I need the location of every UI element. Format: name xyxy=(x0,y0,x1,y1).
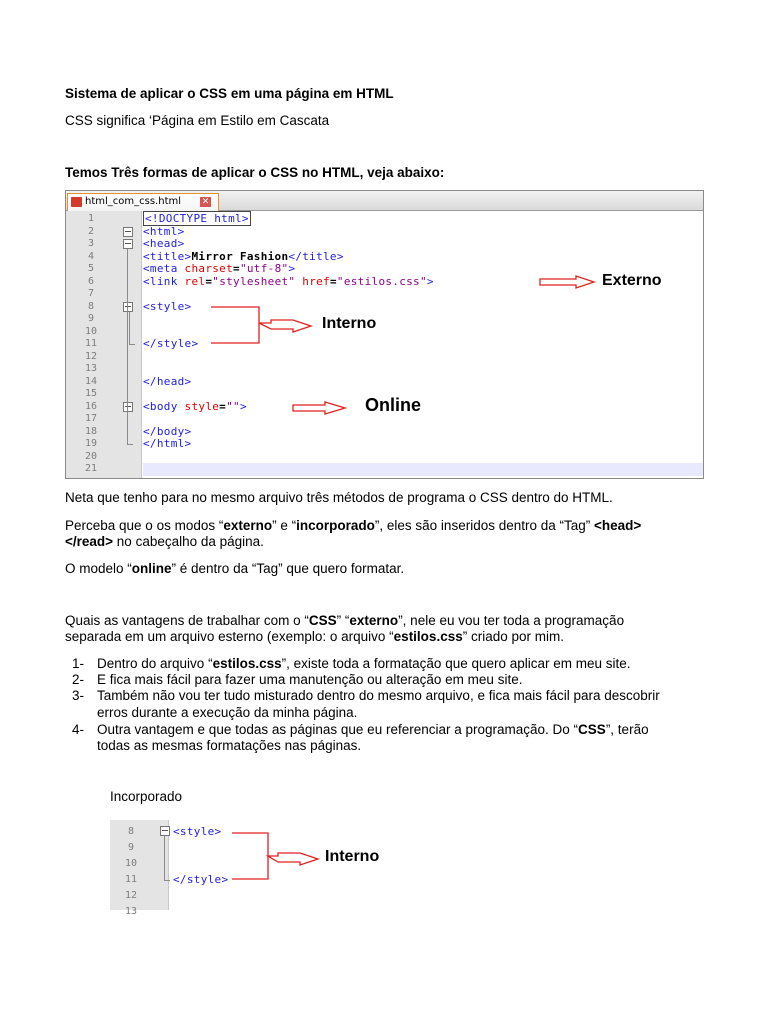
editor-tab xyxy=(67,193,219,211)
line-number: 16 xyxy=(84,400,98,412)
text-run: online xyxy=(131,561,172,576)
text-run: separada em um arquivo esterno (exemplo: o arquivo “ xyxy=(65,629,394,644)
code-line-14 xyxy=(143,376,191,389)
text-run: </read> xyxy=(65,534,114,549)
fold-icon xyxy=(123,227,133,237)
code-token: charset xyxy=(184,262,234,275)
text-run: ” e “ xyxy=(272,518,297,533)
code-line-8 xyxy=(143,301,191,314)
text-run: ”, terão xyxy=(605,722,649,737)
list-number: 1- xyxy=(72,656,85,671)
label-externo: Externo xyxy=(602,272,662,289)
list-number: 4- xyxy=(72,722,85,737)
line-number: 11 xyxy=(124,874,138,885)
code-token: href xyxy=(295,274,330,288)
code-token: "utf-8" xyxy=(239,262,289,275)
code-token: <body xyxy=(143,399,185,413)
line-number: 13 xyxy=(84,363,98,374)
paragraph-online xyxy=(65,561,404,578)
bracket-arrow-icon xyxy=(232,832,327,882)
line-number: 3 xyxy=(87,238,95,249)
code-token: Mirror Fashion xyxy=(191,249,289,263)
code-token: <meta xyxy=(143,262,185,275)
fold-end xyxy=(164,880,170,881)
line-number: 5 xyxy=(87,263,95,274)
text-run: Quais as vantagens de trabalhar com o “ xyxy=(65,613,309,628)
document-title: Sistema de aplicar o CSS em uma página em HTML xyxy=(65,86,394,101)
code-line-16 xyxy=(143,401,247,414)
line-number: 1 xyxy=(87,213,95,224)
line-number: 9 xyxy=(87,313,95,324)
doctype-token: <!DOCTYPE html> xyxy=(145,212,249,225)
code-token: <head> xyxy=(143,237,185,250)
fold-guide xyxy=(164,836,165,880)
file-icon xyxy=(71,197,82,207)
paragraph-modes-line1 xyxy=(65,518,641,535)
line-number: 7 xyxy=(87,288,95,299)
code-token: <style> xyxy=(173,825,222,838)
text-run: <head> xyxy=(594,518,642,533)
current-line-highlight xyxy=(143,463,703,476)
line-number: 12 xyxy=(124,890,138,901)
code-token: rel xyxy=(184,274,206,288)
fold-icon xyxy=(123,402,133,412)
code-editor-screenshot xyxy=(65,190,704,479)
list-item xyxy=(97,656,631,673)
line-number: 9 xyxy=(127,842,135,853)
code-token: <title> xyxy=(143,249,192,263)
code-token: </body> xyxy=(143,424,192,438)
code-line-11 xyxy=(143,338,198,351)
line-number: 17 xyxy=(84,413,98,424)
text-run: CSS xyxy=(308,613,337,628)
fold-guide xyxy=(129,312,130,344)
text-run: ”, eles são inseridos dentro da “Tag” xyxy=(374,518,595,533)
line-number: 21 xyxy=(84,463,98,474)
fold-icon xyxy=(123,302,133,312)
paragraph-methods: Neta que tenho para no mesmo arquivo três métodos de programa o CSS dentro do HTML. xyxy=(65,490,613,505)
text-run: externo xyxy=(223,518,273,533)
text-run: estilos.css xyxy=(393,629,463,644)
code-line-19 xyxy=(143,438,191,451)
code-token: </html> xyxy=(143,437,192,450)
line-number: 8 xyxy=(87,300,95,312)
text-run: ” é dentro da “Tag” que quero formatar. xyxy=(171,561,405,576)
code-token: <html> xyxy=(143,224,185,238)
text-run: no cabeçalho da página. xyxy=(113,534,264,549)
code-token: </style> xyxy=(173,873,229,886)
line-number: 12 xyxy=(84,350,98,362)
text-run: O modelo “ xyxy=(65,561,132,576)
list-item xyxy=(97,722,649,739)
code-token: <style> xyxy=(143,299,192,313)
close-icon: ✕ xyxy=(201,197,210,207)
list-item: E fica mais fácil para fazer uma manutenção ou alteração em meu site. xyxy=(97,672,523,687)
editor-tab-bar xyxy=(66,191,703,211)
line-number: 2 xyxy=(87,225,95,237)
fold-end xyxy=(129,344,135,345)
code-token: "" xyxy=(226,399,240,413)
arrow-right-icon xyxy=(538,275,598,289)
line-number: 19 xyxy=(84,438,98,449)
code-token: > xyxy=(426,274,434,288)
code-editor-snippet xyxy=(110,820,380,917)
text-run: Outra vantagem e que todas as páginas que eu referenciar a programação. Do “ xyxy=(97,722,579,737)
code-token: > xyxy=(239,399,247,413)
text-run: incorporado xyxy=(296,518,375,533)
paragraph-advantages-line2 xyxy=(65,629,564,646)
text-run: ” criado por mim. xyxy=(462,629,564,644)
line-number: 10 xyxy=(84,325,98,337)
code-token: = xyxy=(219,399,227,413)
code-token: "stylesheet" xyxy=(212,274,296,288)
line-number: 14 xyxy=(84,375,98,387)
list-item-continuation: todas as mesmas formatações nas páginas. xyxy=(97,738,362,753)
label-online: Online xyxy=(365,395,422,415)
code-token: "estilos.css" xyxy=(336,274,427,288)
code-token: </style> xyxy=(143,337,199,350)
code-token: </title> xyxy=(288,249,344,263)
code-line-11 xyxy=(173,873,228,886)
line-number: 11 xyxy=(84,338,98,349)
editor-tab-label: html_com_css.html xyxy=(85,196,182,207)
paragraph-modes-line2 xyxy=(65,534,264,551)
code-line-6 xyxy=(143,276,434,289)
line-number: 13 xyxy=(124,906,138,917)
text-run: Perceba que o os modos “ xyxy=(65,518,224,533)
list-number: 3- xyxy=(72,688,85,703)
paragraph-advantages-line1 xyxy=(65,613,624,630)
code-token: = xyxy=(329,274,337,288)
arrow-right-icon xyxy=(291,400,351,416)
text-run: CSS xyxy=(578,722,606,737)
fold-end xyxy=(127,444,133,445)
text-run: ”, existe toda a formatação que quero aplicar em meu site. xyxy=(281,656,631,671)
forms-heading: Temos Três formas de aplicar o CSS no HTML, veja abaixo: xyxy=(65,165,445,180)
line-number: 15 xyxy=(84,388,98,399)
line-number: 20 xyxy=(84,450,98,462)
fold-guide xyxy=(127,249,128,444)
code-line-8 xyxy=(173,825,221,838)
bracket-arrow-icon xyxy=(211,305,321,347)
code-token: <link xyxy=(143,274,185,288)
list-number: 2- xyxy=(72,672,85,687)
code-token: = xyxy=(233,262,240,275)
label-interno: Interno xyxy=(322,315,377,332)
code-token: > xyxy=(288,262,296,275)
code-token: style xyxy=(184,399,220,413)
text-run: ”, nele eu vou ter toda a programação xyxy=(398,613,625,628)
fold-icon xyxy=(123,239,133,249)
line-number: 6 xyxy=(87,275,95,287)
list-item-continuation: erros durante a execução da minha página. xyxy=(97,705,358,720)
line-number: 4 xyxy=(87,250,95,262)
code-token: </head> xyxy=(143,374,192,388)
line-number: 8 xyxy=(127,826,135,837)
text-run: estilos.css xyxy=(212,656,282,671)
text-run: externo xyxy=(349,613,399,628)
fold-icon xyxy=(160,826,170,836)
list-item: Também não vou ter tudo misturado dentro do mesmo arquivo, e fica mais fácil para descobrir xyxy=(97,688,660,703)
text-run: Dentro do arquivo “ xyxy=(97,656,213,671)
label-interno: Interno xyxy=(325,848,380,865)
code-token: = xyxy=(205,274,213,288)
line-number: 10 xyxy=(124,858,138,869)
incorporado-label: Incorporado xyxy=(110,789,183,804)
text-run: ” “ xyxy=(336,613,350,628)
line-number: 18 xyxy=(84,425,98,437)
css-meaning-text: CSS significa ‘Página em Estilo em Cascata xyxy=(65,113,330,128)
